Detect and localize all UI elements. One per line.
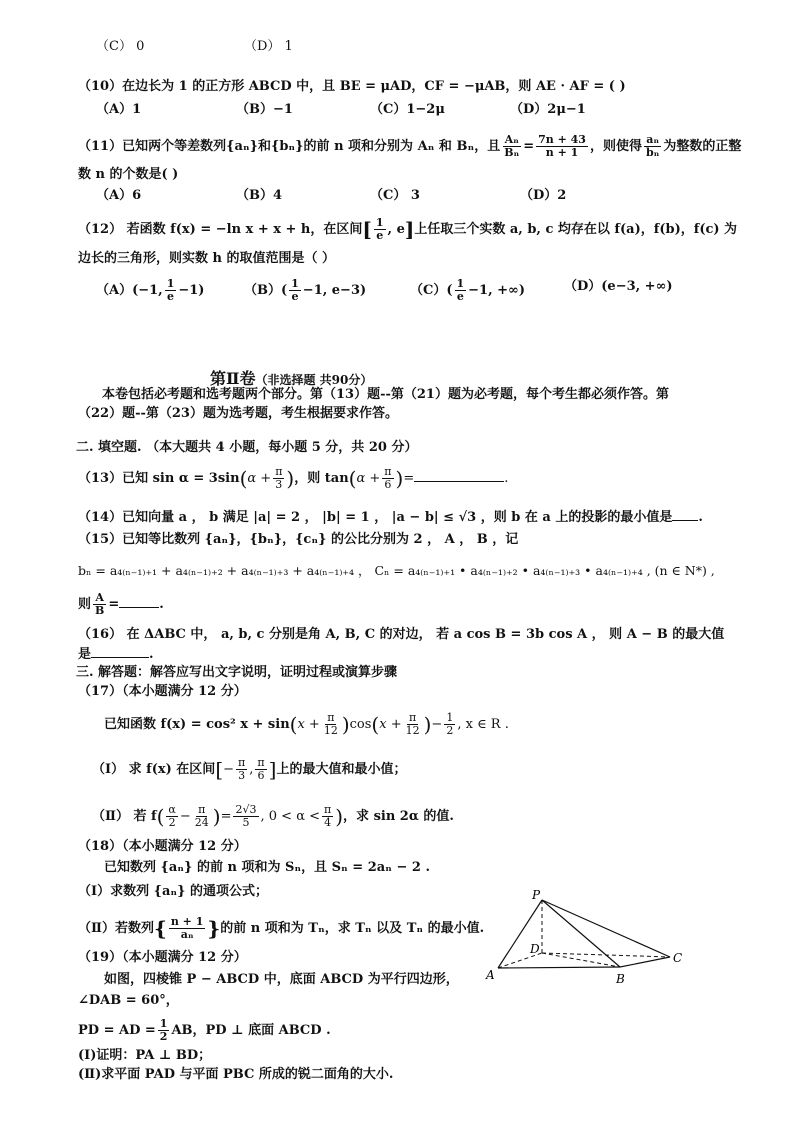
paren: ) bbox=[335, 804, 344, 829]
q19-l3-pre: PD = AD = bbox=[78, 1023, 156, 1038]
q17-post: , x ∈ R . bbox=[457, 717, 509, 732]
q17-2-f4 bbox=[322, 804, 333, 829]
q17-1-pre: （Ⅰ） 求 f(x) 在区间 bbox=[92, 762, 216, 777]
q12-a-post: −1) bbox=[178, 283, 205, 298]
q19-part2: (Ⅱ)求平面 PAD 与平面 PBC 所成的锐二面角的大小. bbox=[78, 1067, 394, 1082]
q12-interval-fraction bbox=[374, 217, 386, 242]
edge-pc bbox=[542, 900, 670, 957]
q12-a-den: e bbox=[167, 290, 175, 303]
paren: ) bbox=[286, 466, 295, 491]
q15-line2: bₙ = a₄₍ₙ₋₁₎₊₁ + a₄₍ₙ₋₁₎₊₂ + a₄₍ₙ₋₁₎₊₃ + a₄₍ₙ₋₁₎₊₄ ， Cₙ = a₄₍ₙ₋₁₎₊₁ • a₄₍ₙ₋₁₎₊₂ • a₄₍ₙ₋₁₎₊₃ • a₄₍ₙ₋₁₎₊₄ , (n ∈ N*) , bbox=[78, 563, 715, 578]
q17-f2 bbox=[404, 712, 422, 737]
q11-int-num: aₙ bbox=[646, 133, 660, 146]
label-d: D bbox=[530, 942, 540, 956]
q17-2-f2 bbox=[193, 804, 211, 829]
label-a: A bbox=[486, 968, 495, 982]
q15-post: = bbox=[108, 597, 120, 612]
q16-line2: 是 . bbox=[78, 647, 154, 662]
q16-pre: 是 bbox=[78, 647, 92, 662]
paren: ) bbox=[423, 712, 432, 737]
q17-2-post: ，求 sin 2α 的值. bbox=[343, 809, 454, 824]
paren: ) bbox=[341, 712, 350, 737]
q15-num: A bbox=[95, 591, 104, 604]
q17-f1-num: π bbox=[327, 711, 335, 724]
solve-heading: 三. 解答题：解答应写出文字说明，证明过程或演算步骤 bbox=[76, 665, 398, 680]
q12-b-num: 1 bbox=[291, 277, 299, 290]
q11-stem bbox=[78, 134, 741, 159]
q11-equals: = bbox=[523, 139, 535, 154]
brace: { bbox=[153, 916, 167, 941]
q14: （14）已知向量 a ， b 满足 |a| = 2 ， |b| = 1 ， |a − b| ≤ √3 ，则 b 在 a 上的投影的最小值是 . bbox=[78, 510, 703, 525]
q17-2-n1: α bbox=[168, 803, 176, 816]
q13-b-den: 6 bbox=[384, 478, 392, 491]
q12-option-c bbox=[410, 278, 525, 303]
q12-a-pre: （A）(−1, bbox=[96, 283, 163, 298]
q18-part1: （Ⅰ）求数列 {aₙ} 的通项公式； bbox=[78, 884, 269, 899]
q11-stem-post: 为整数的正整 bbox=[663, 139, 742, 154]
edge-bc bbox=[620, 957, 670, 967]
q17-2-n3: 2√3 bbox=[235, 803, 257, 816]
q13-a-den: 3 bbox=[275, 478, 283, 491]
paren: ) bbox=[212, 804, 221, 829]
q14-text: （14）已知向量 a ， b 满足 |a| = 2 ， |b| = 1 ， |a − b| ≤ √3 ，则 b 在 a 上的投影的最小值是 bbox=[78, 510, 673, 525]
bracket: [ bbox=[215, 757, 224, 782]
q19-line1: 如图，四棱锥 P − ABCD 中，底面 ABCD 为平行四边形， bbox=[104, 972, 459, 987]
q17-part2: （Ⅱ） 若 f( $\frac{\alpha}{2}$ − $\frac{\pi}{24}$ )= $\frac{2√3}{5}$ , 0 < α < $\frac{\pi}{4}$ )，求 sin 2α 的值. bbox=[92, 803, 454, 829]
q12-b-pre: （B）( bbox=[244, 283, 288, 298]
fill-heading: 二. 填空题. （本大题共 4 小题，每小题 5 分，共 20 分） bbox=[76, 440, 418, 455]
edge-dc bbox=[542, 953, 670, 957]
part2-intro-1: 本卷包括必考题和选考题两个部分。第（13）题--第（21）题为必考题，每个考生都必须作答。第 bbox=[102, 387, 669, 402]
q12-c-post: −1, +∞) bbox=[468, 283, 526, 298]
q12-bracket-right: ] bbox=[404, 217, 415, 242]
q12-int-den: e bbox=[376, 229, 384, 242]
option-d: （D） 1 bbox=[244, 39, 293, 54]
q17-f1-den: 12 bbox=[323, 724, 338, 737]
q11-line2: 数 n 的个数是( ) bbox=[78, 167, 179, 182]
edge-pa bbox=[498, 900, 542, 968]
q19-line3 bbox=[78, 1018, 331, 1043]
q11-ratio-den: Bₙ bbox=[504, 146, 520, 159]
q17-2-f3 bbox=[233, 804, 258, 829]
bracket: ] bbox=[268, 757, 277, 782]
paren: ( bbox=[348, 466, 357, 491]
q16-line1: （16） 在 ΔABC 中， a, b, c 分别是角 A, B, C 的对边， 若 a cos B = 3b cos A ， 则 A − B 的最大值 bbox=[78, 627, 725, 642]
q18-stem: 已知数列 {aₙ} 的前 n 项和为 Sₙ，且 Sₙ = 2aₙ − 2 . bbox=[104, 860, 430, 875]
q13-a-num: π bbox=[275, 465, 283, 478]
q11-frac-den: n + 1 bbox=[545, 146, 579, 159]
q17-stem: 已知函数 f(x) = cos² x + sin(x + $\frac{\pi}{12}$ )cos(x + $\frac{\pi}{12}$ )− $\frac{1}{2}$ , x ∈ R . bbox=[104, 711, 509, 737]
edge-ab bbox=[498, 967, 620, 968]
paren: ( bbox=[289, 712, 298, 737]
q10-option-a: （A）1 bbox=[96, 102, 142, 117]
q18-2-num: n + 1 bbox=[170, 915, 204, 928]
q17-2-d1: 2 bbox=[168, 816, 176, 829]
q14-answer-blank bbox=[672, 508, 698, 521]
q18-2-den: aₙ bbox=[180, 928, 194, 941]
q17-1-f2 bbox=[255, 757, 266, 782]
q17-1-d1: 3 bbox=[238, 769, 246, 782]
q17-f3-num: 1 bbox=[446, 711, 454, 724]
q12-c-pre: （C）( bbox=[410, 283, 453, 298]
q12-line2: 边长的三角形，则实数 h 的取值范围是（ ） bbox=[78, 251, 336, 266]
q12-c-fraction bbox=[455, 278, 467, 303]
q15-answer-blank bbox=[119, 595, 159, 608]
q19-head: （19）（本小题满分 12 分） bbox=[78, 950, 247, 965]
q17-1-f1 bbox=[236, 757, 247, 782]
q15-pre: 则 bbox=[78, 597, 92, 612]
q17-1-d2: 6 bbox=[257, 769, 265, 782]
q17-pre: 已知函数 f(x) = cos² x + sin bbox=[104, 717, 290, 732]
q17-2-d3: 5 bbox=[242, 816, 250, 829]
q17-minus: − bbox=[431, 717, 443, 732]
q18-2-post: 的前 n 项和为 Tₙ，求 Tₙ 以及 Tₙ 的最小值. bbox=[220, 921, 485, 936]
q10-stem: （10）在边长为 1 的正方形 ABCD 中，且 BE = μAD，CF = −μAB，则 AE · AF = ( ) bbox=[78, 79, 626, 94]
q13-a-fraction bbox=[273, 466, 284, 491]
q11-ratio-num: Aₙ bbox=[504, 133, 519, 146]
part2-intro-2: （22）题--第（23）题为选考题，考生根据要求作答。 bbox=[78, 406, 398, 421]
q15-line3: 则 $\frac{A}{B}$ = . bbox=[78, 591, 164, 617]
q10-option-b: （B）−1 bbox=[236, 102, 293, 117]
q12-option-b bbox=[244, 278, 366, 303]
q17-2-n4: π bbox=[324, 803, 332, 816]
label-c: C bbox=[673, 951, 683, 965]
q10-option-c: （C）1−2μ bbox=[370, 102, 445, 117]
q19-l3-num: 1 bbox=[159, 1017, 168, 1030]
q10-option-d: （D）2μ−1 bbox=[510, 102, 586, 117]
q12-b-fraction bbox=[289, 278, 301, 303]
q15-line1: （15）已知等比数列 {aₙ}，{bₙ}，{cₙ} 的公比分别为 2 ， A ， B ，记 bbox=[78, 532, 519, 547]
q15-fraction bbox=[93, 592, 106, 617]
q16-answer-blank bbox=[91, 645, 149, 658]
q13-pre: （13）已知 sin α = 3sin bbox=[78, 471, 240, 486]
q12-c-num: 1 bbox=[456, 277, 465, 290]
q19-l3-post: AB，PD ⊥ 底面 ABCD . bbox=[171, 1023, 331, 1038]
q11-frac-num: 7n + 43 bbox=[538, 133, 586, 146]
q17-head: （17）（本小题满分 12 分） bbox=[78, 684, 247, 699]
q17-2-f1 bbox=[166, 804, 177, 829]
q17-f3-den: 2 bbox=[446, 724, 454, 737]
q18-head: （18）（本小题满分 12 分） bbox=[78, 839, 247, 854]
q17-2-d4: 4 bbox=[324, 816, 332, 829]
q12-option-d: （D）(e−3, +∞) bbox=[564, 279, 673, 294]
q11-stem-pre: （11）已知两个等差数列{aₙ}和{bₙ}的前 n 项和分别为 Aₙ 和 Bₙ，且 bbox=[78, 139, 501, 154]
paren: ) bbox=[395, 466, 404, 491]
q12-int-num: 1 bbox=[375, 216, 384, 229]
q12-stem bbox=[78, 217, 737, 242]
q17-f2-den: 12 bbox=[405, 724, 420, 737]
q13: （13）已知 sin α = 3sin(α + $\frac{\pi}{3}$ )，则 tan(α + $\frac{\pi}{6}$ )= . bbox=[78, 465, 509, 491]
q11-option-b: （B）4 bbox=[236, 188, 283, 203]
q15-den: B bbox=[95, 604, 105, 617]
q12-a-num: 1 bbox=[166, 277, 175, 290]
q19-fraction bbox=[158, 1018, 170, 1043]
q11-int-den: bₙ bbox=[645, 146, 660, 159]
part2-subtitle: （非选择题 共90分） bbox=[255, 373, 373, 387]
q13-b-fraction bbox=[382, 466, 393, 491]
q18-2-pre: （Ⅱ）若数列 bbox=[78, 921, 154, 936]
q17-f2-num: π bbox=[408, 711, 417, 724]
q12-bracket-left: [ bbox=[362, 217, 372, 242]
q12-stem-pre: （12） 若函数 f(x) = −ln x + x + h，在区间 bbox=[78, 222, 363, 237]
q19-l3-den: 2 bbox=[159, 1030, 168, 1043]
q13-b-num: π bbox=[384, 465, 392, 478]
q12-b-den: e bbox=[291, 290, 299, 303]
q19-part1: (Ⅰ)证明：PA ⊥ BD； bbox=[78, 1048, 212, 1063]
q12-b-post: −1, e−3) bbox=[302, 283, 367, 298]
q19-line2: ∠DAB = 60°， bbox=[78, 993, 179, 1008]
q17-1-n2: π bbox=[257, 756, 265, 769]
q17-part1: （Ⅰ） 求 f(x) 在区间[− $\frac{\pi}{3}$ , $\frac{\pi}{6}$ ]上的最大值和最小值； bbox=[92, 756, 407, 782]
brace: } bbox=[207, 916, 221, 941]
q11-value-fraction bbox=[536, 134, 588, 159]
q18-2-fraction bbox=[169, 916, 206, 941]
q12-int-post: , e bbox=[387, 222, 405, 237]
q11-ratio-fraction bbox=[502, 134, 521, 159]
q11-int-fraction bbox=[644, 134, 661, 159]
q17-1-post: 上的最大值和最小值； bbox=[276, 762, 407, 777]
q11-stem-mid: ，则使得 bbox=[589, 139, 642, 154]
q12-a-fraction bbox=[165, 278, 177, 303]
q13-answer-blank bbox=[414, 469, 504, 482]
q17-mid: cos bbox=[349, 717, 372, 732]
paren: ( bbox=[239, 466, 248, 491]
q17-f3 bbox=[444, 712, 455, 737]
part2-title-main: 第Ⅱ卷 bbox=[210, 369, 256, 388]
edge-pb bbox=[542, 900, 620, 967]
q17-2-n2: π bbox=[198, 803, 206, 816]
q17-2-pre: （Ⅱ） 若 f bbox=[92, 809, 157, 824]
q13-mid: ，则 tan bbox=[294, 471, 349, 486]
q17-1-n1: π bbox=[238, 756, 246, 769]
q12-stem-post: 上任取三个实数 a, b, c 均存在以 f(a)，f(b)，f(c) 为 bbox=[414, 222, 738, 237]
q11-option-c: （C） 3 bbox=[370, 188, 420, 203]
q12-option-a bbox=[96, 278, 204, 303]
q11-option-a: （A）6 bbox=[96, 188, 142, 203]
q17-f1 bbox=[322, 712, 340, 737]
q11-option-d: （D）2 bbox=[520, 188, 567, 203]
pyramid-figure bbox=[480, 885, 690, 995]
q18-part2 bbox=[78, 916, 484, 941]
paren: ( bbox=[156, 804, 165, 829]
label-b: B bbox=[616, 972, 625, 986]
paren: ( bbox=[371, 712, 380, 737]
q13-post: = bbox=[403, 471, 415, 486]
label-p: P bbox=[532, 888, 541, 902]
q17-2-mid: , 0 < α < bbox=[260, 809, 320, 824]
q17-2-d2: 24 bbox=[194, 816, 209, 829]
q12-c-den: e bbox=[456, 290, 464, 303]
option-c: （C） 0 bbox=[96, 39, 145, 54]
